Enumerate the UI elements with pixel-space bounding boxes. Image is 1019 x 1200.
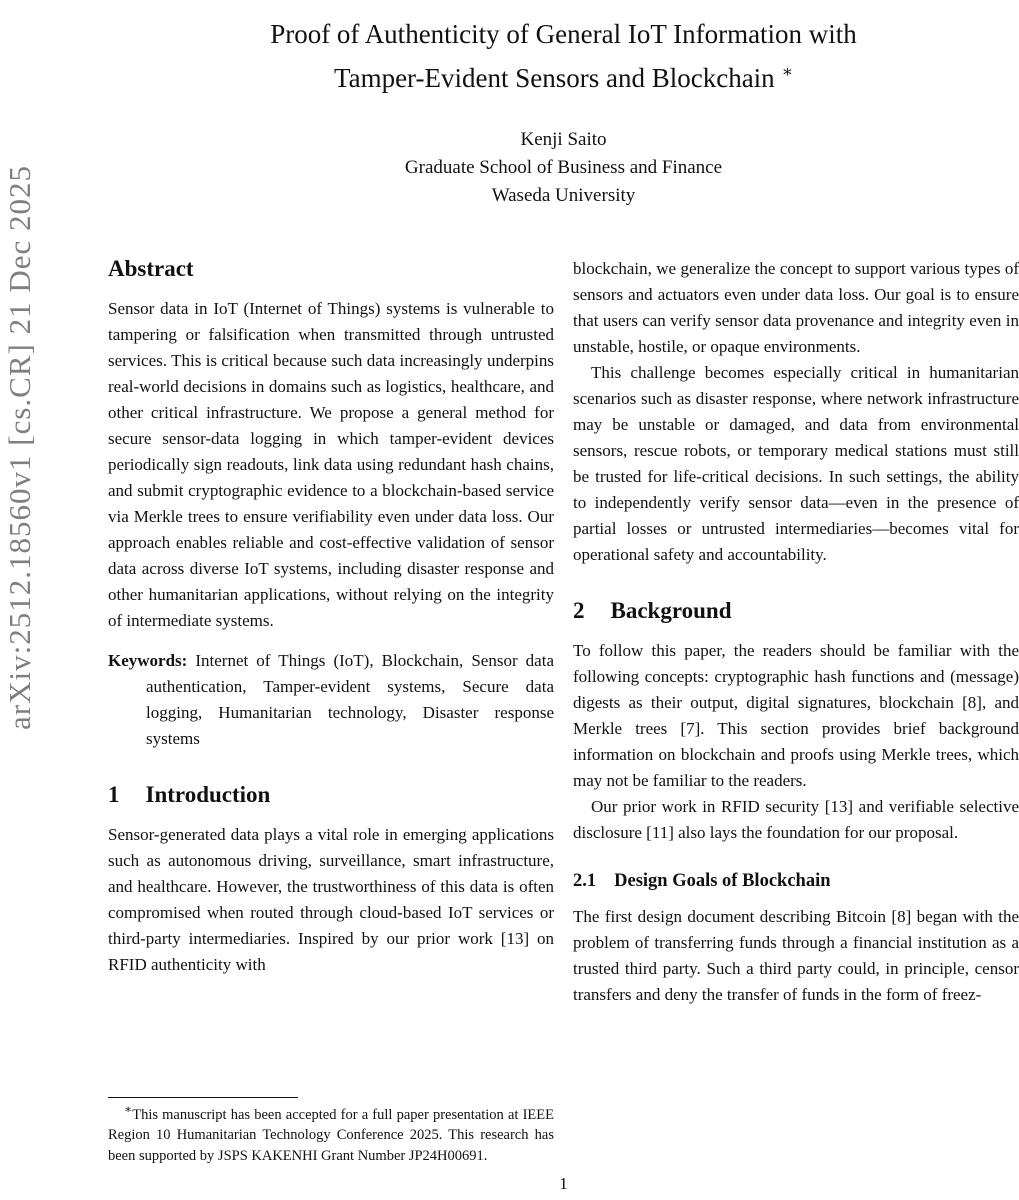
subsection-2-1-paragraph: The first design document describing Bitcoin [8] began with the problem of transferring funds through a financial institution as a trusted third party. Such a third party could, in principle, censor transfers and deny the transfer of funds in the form of freez-	[573, 907, 1019, 1004]
title-line-1: Proof of Authenticity of General IoT Information with	[270, 19, 857, 49]
footnote-body: This manuscript has been accepted for a full paper presentation at IEEE Region 10 Humanitarian Technology Conference 2025. This research has been supported by JSPS KAKENHI Grant Number JP24H00691.	[108, 1106, 554, 1164]
paper-title	[108, 12, 1019, 100]
intro-paragraph-1-continued: blockchain, we generalize the concept to support various types of sensors and actuators even under data loss. Our goal is to ensure that users can verify sensor data provenance and integrity even in unstable, hostile, or opaque environments.	[573, 259, 1019, 356]
title-footnote-marker: ∗	[781, 62, 793, 81]
abstract-text: Sensor data in IoT (Internet of Things) systems is vulnerable to tampering or falsification when transmitted through untrusted services. This is critical because such data increasingly underpins real-world decisions in domains such as logistics, healthcare, and other critical infrastructure. We propose a general method for secure sensor-data logging in which tamper-evident devices periodically sign readouts, link data using redundant hash chains, and submit cryptographic evidence to a blockchain-based service via Merkle trees to ensure verifiability even under data loss. Our approach enables reliable and cost-effective validation of sensor data across diverse IoT systems, including disaster response and other humanitarian applications, without relying on the integrity of intermediate systems.	[108, 299, 554, 630]
arxiv-watermark: arXiv:2512.18560v1 [cs.CR] 21 Dec 2025	[2, 165, 37, 730]
background-paragraph-1: To follow this paper, the readers should be familiar with the following concepts: cryptographic hash functions and (message) digests as their output, digital signatures, blockchain [8], and Merkle trees [7]. This section provides brief background information on blockchain and proofs using Merkle trees, which may not be familiar to the readers.	[573, 641, 1019, 790]
background-paragraph-2: Our prior work in RFID security [13] and verifiable selective disclosure [11] also lays the foundation for our proposal.	[573, 797, 1019, 842]
section-2-heading	[573, 598, 1019, 624]
right-column	[573, 256, 1019, 1166]
title-line-2: Tamper-Evident Sensors and Blockchain	[333, 63, 775, 93]
keywords-text: Internet of Things (IoT), Blockchain, Sensor data authentication, Tamper-evident systems, Secure data logging, Humanitarian technology, Disaster response systems	[146, 651, 554, 748]
footnote-block	[108, 1087, 554, 1167]
section-1-heading	[108, 782, 554, 808]
section-2-title: Background	[610, 598, 732, 623]
intro-paragraph-2: This challenge becomes especially critical in humanitarian scenarios such as disaster response, where network infrastructure may be unstable or damaged, and data from environmental sensors, rescue robots, or temporary medical stations must still be trusted for life-critical decisions. In such settings, the ability to independently verify sensor data—even in the presence of partial losses or untrusted intermediaries—becomes vital for operational safety and accountability.	[573, 363, 1019, 564]
section-1-number: 1	[108, 782, 120, 807]
footnote-marker: ∗	[124, 1101, 133, 1116]
author-name: Kenji Saito	[520, 129, 607, 150]
keywords-label: Keywords:	[108, 651, 188, 670]
author-affiliation: Graduate School of Business and Finance	[404, 157, 723, 178]
two-column-body	[108, 256, 1019, 1166]
footnote-rule	[108, 1097, 298, 1098]
footnote-text	[108, 1101, 554, 1167]
intro-paragraph-1: Sensor-generated data plays a vital role in emerging applications such as autonomous driving, surveillance, smart infrastructure, and healthcare. However, the trustworthiness of this data is often compromised when routed through cloud-based IoT services or third-party intermediaries. Inspired by our prior work [13] on RFID authenticity with	[108, 825, 554, 974]
page-number: 1	[559, 1174, 568, 1193]
paper-content	[108, 0, 1019, 1200]
section-2-number: 2	[573, 598, 585, 623]
title-block	[108, 0, 1019, 210]
author-university: Waseda University	[491, 185, 636, 206]
left-column	[108, 256, 554, 1166]
section-1-title: Introduction	[145, 782, 271, 807]
subsection-2-1-title: Design Goals of Blockchain	[614, 871, 831, 891]
subsection-2-1-number: 2.1	[573, 871, 597, 891]
author-block	[108, 126, 1019, 210]
keywords	[108, 648, 554, 752]
subsection-2-1-heading	[573, 870, 1019, 892]
abstract-heading: Abstract	[108, 256, 194, 281]
